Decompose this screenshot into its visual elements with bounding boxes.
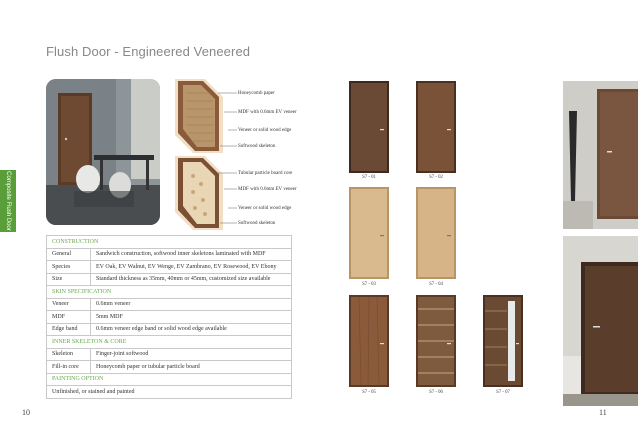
interior-photo-top [563,81,638,229]
door-panel [351,189,387,277]
spec-heading-skin: SKIN SPECIFICATION [47,286,292,299]
door-code: S7 - 07 [496,390,510,395]
diagram-leader-lines [210,85,240,233]
door-s7-06 [416,295,456,387]
door-s7-02 [416,81,456,173]
door-panel [485,297,521,385]
door-panel [418,189,454,277]
label-softwood-skeleton-bottom: Softwood skeleton [238,221,276,226]
side-tab-label: Composite Flush Door [5,171,11,231]
label-veneer-edge-bottom: Veneer or solid wood edge [238,206,292,211]
table-row: Edge band 0.6mm veneer edge band or solid wood edge available [47,323,292,336]
spec-heading-construction: CONSTRUCTION [47,236,292,249]
table-row: MDF 5mm MDF [47,311,292,324]
door-panel [351,83,387,171]
label-mdf-veneer-bottom: MDF with 0.6mm EV veneer [238,187,297,192]
door-s7-04 [416,187,456,279]
table-row: Unfinished, or stained and painted [47,386,292,399]
label-mdf-veneer-top: MDF with 0.6mm EV veneer [238,110,297,115]
door-code: S7 - 02 [429,175,443,180]
spec-heading-painting: PAINTING OPTION [47,373,292,386]
table-row: General Sandwich construction, softwood inner skeletons laminated with MDF [47,248,292,261]
table-row: Fill-in core Honeycomb paper or tubular particle board [47,361,292,374]
door-code: S7 - 05 [362,390,376,395]
door-code: S7 - 01 [362,175,376,180]
spec-table [46,235,292,399]
room-photo [46,79,160,225]
interior-photo-bottom [563,236,638,406]
door-s7-03 [349,187,389,279]
section-side-tab [0,170,16,232]
door-s7-05 [349,295,389,387]
door-code: S7 - 04 [429,282,443,287]
door-s7-01 [349,81,389,173]
page-number-right: 11 [599,408,607,417]
door-s7-07 [483,295,523,387]
door-code: S7 - 06 [429,390,443,395]
door-panel [418,83,454,171]
table-row: Veneer 0.6mm veneer [47,298,292,311]
label-veneer-edge-top: Veneer or solid wood edge [238,128,292,133]
door-code: S7 - 03 [362,282,376,287]
page-title: Flush Door - Engineered Veneered [46,44,251,59]
page-number-left: 10 [22,408,30,417]
label-softwood-skeleton-top: Softwood skeleton [238,144,276,149]
spec-heading-core: INNER SKELETON & CORE [47,336,292,349]
table-row: Size Standard thickness as 35mm, 40mm or 45mm, customized size available [47,273,292,286]
table-row: Skeleton Finger-joint softwood [47,348,292,361]
table-row: Species EV Oak, EV Walnut, EV Wenge, EV Zambrano, EV Rosewood, EV Ebony [47,261,292,274]
label-honeycomb-paper: Honeycomb paper [238,91,275,96]
label-tubular-core: Tubular particle board core [238,171,293,176]
